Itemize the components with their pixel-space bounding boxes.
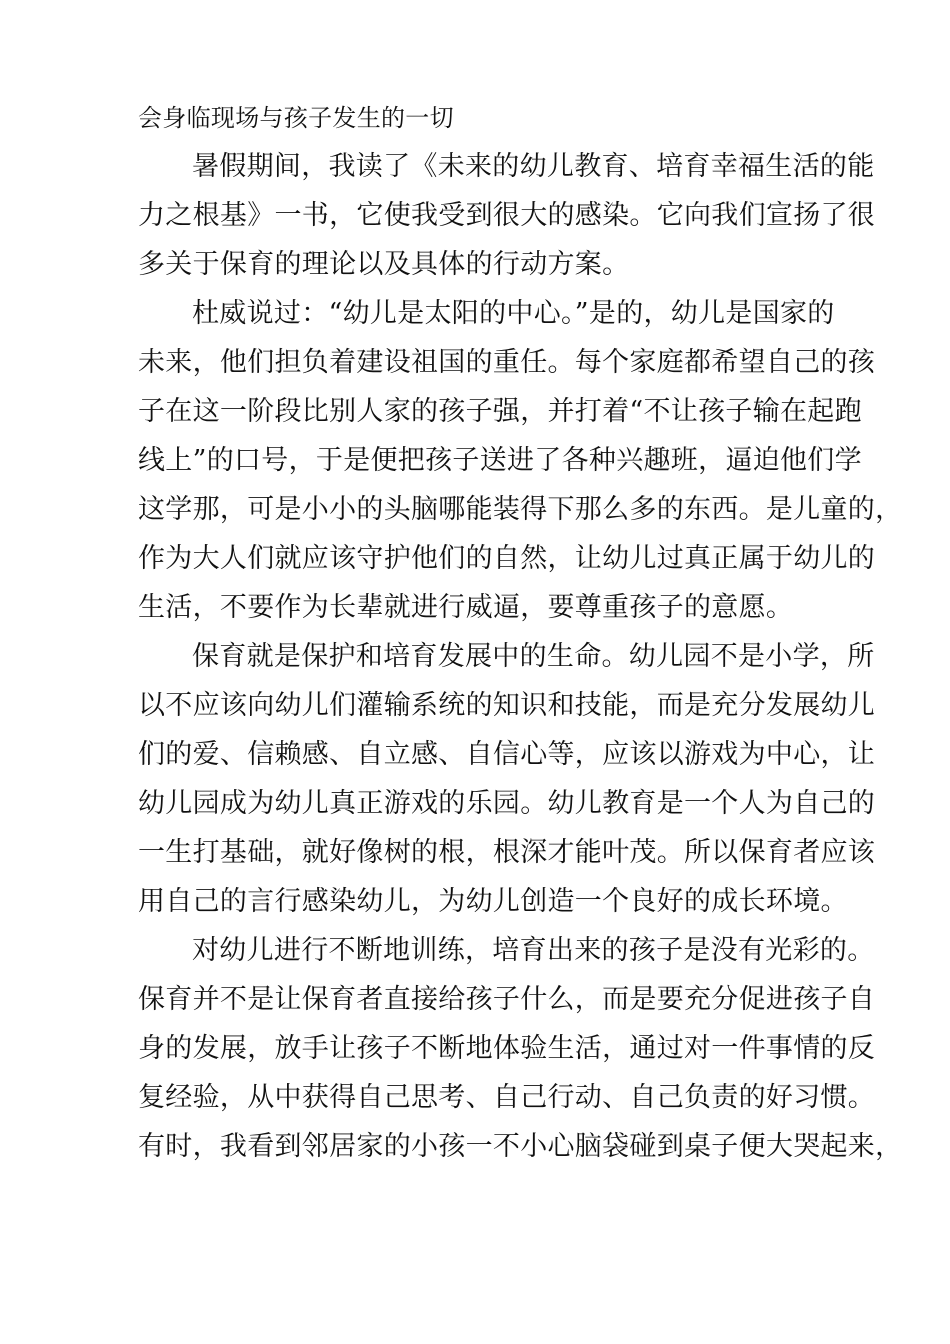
text-line: 身的发展，放手让孩子不断地体验生活，通过对一件事情的反 [138, 1033, 876, 1064]
text-line: 复经验，从中获得自己思考、自己行动、自己负责的好习惯。 [138, 1082, 876, 1113]
text-line: 多关于保育的理论以及具体的行动方案。 [138, 249, 630, 280]
text-line: 以不应该向幼儿们灌输系统的知识和技能，而是充分发展幼儿 [138, 690, 876, 721]
text-line: 有时，我看到邻居家的小孩一不小心脑袋碰到桌子便大哭起来， [138, 1131, 903, 1162]
paragraph-start-line: 暑假期间，我读了《未来的幼儿教育、培育幸福生活的能 [192, 151, 875, 182]
text-line: 未来，他们担负着建设祖国的重任。每个家庭都希望自己的孩 [138, 347, 876, 378]
text-line: 生活，不要作为长辈就进行威逼，要尊重孩子的意愿。 [138, 592, 794, 623]
text-line: 们的爱、信赖感、自立感、自信心等，应该以游戏为中心，让 [138, 739, 876, 770]
text-line: 用自己的言行感染幼儿，为幼儿创造一个良好的成长环境。 [138, 886, 848, 917]
text-line: 作为大人们就应该守护他们的自然，让幼儿过真正属于幼儿的 [138, 543, 876, 574]
text-line: 一生打基础，就好像树的根，根深才能叶茂。所以保育者应该 [138, 837, 876, 868]
text-line: 幼儿园成为幼儿真正游戏的乐园。幼儿教育是一个人为自己的 [138, 788, 876, 819]
document-body [138, 98, 903, 1171]
paragraph-start-line: 保育就是保护和培育发展中的生命。幼儿园不是小学，所 [192, 641, 875, 672]
text-line: 这学那，可是小小的头脑哪能装得下那么多的东西。是儿童的， [138, 494, 903, 525]
text-line: 子在这一阶段比别人家的孩子强，并打着“不让孩子输在起跑 [138, 396, 862, 427]
text-line: 保育并不是让保育者直接给孩子什么，而是要充分促进孩子自 [138, 984, 876, 1015]
text-line: 线上”的口号，于是便把孩子送进了各种兴趣班，逼迫他们学 [138, 445, 862, 476]
text-line: 会身临现场与孩子发生的一切 [138, 104, 454, 132]
text-line: 力之根基》一书，它使我受到很大的感染。它向我们宣扬了很 [138, 200, 876, 231]
paragraph-start-line: 对幼儿进行不断地训练，培育出来的孩子是没有光彩的。 [192, 935, 875, 966]
paragraph-start-line: 杜威说过：“幼儿是太阳的中心。”是的，幼儿是国家的 [192, 298, 835, 329]
